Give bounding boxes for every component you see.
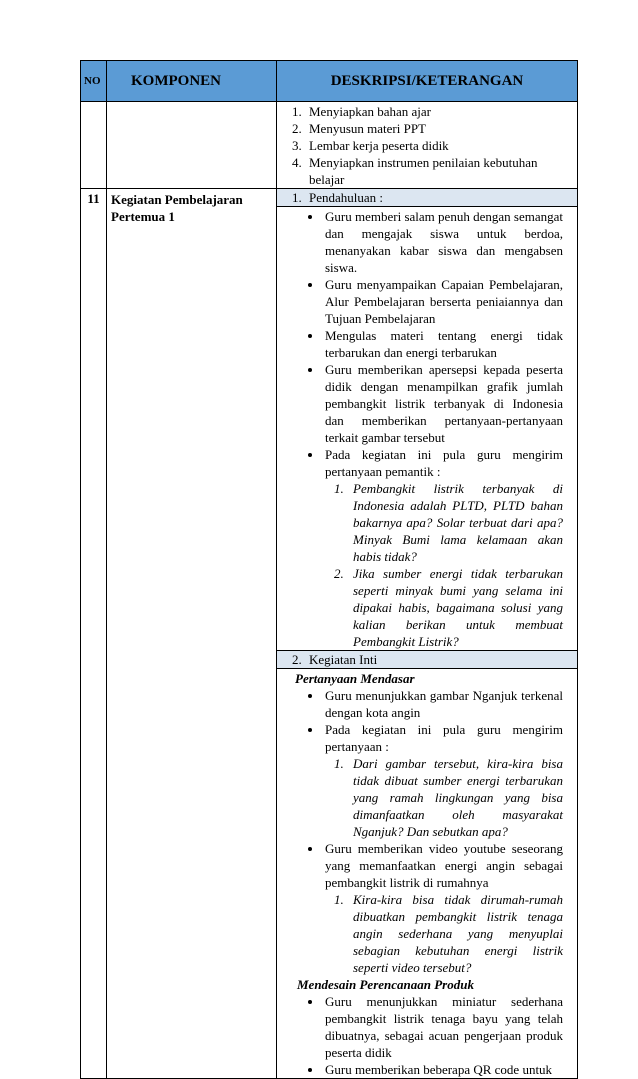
prep-list (283, 103, 563, 188)
pemantik-intro: Pada kegiatan ini pula guru mengirim pertanyaan pemantik : (325, 447, 563, 479)
inti-header-cell (277, 651, 578, 669)
inti-bullet3-text: Guru memberikan video youtube seseorang yang memanfaatkan energi angin sebagai pembangkit listrik di rumahnya (325, 841, 563, 890)
komponen-cell (107, 189, 277, 1079)
prev-desc-cell (277, 102, 578, 189)
pertanyaan-mendasar-title: Pertanyaan Mendasar (295, 671, 415, 686)
list-item: • Guru menyampaikan Capaian Pembelajaran, Alur Pembelajaran berserta peniaiannya dan Tujuan Pembelajaran (323, 276, 563, 327)
list-item: • Guru menunjukkan miniatur sederhana pembangkit listrik tenaga bayu yang telah dibuatnya, sebagai acuan pengerjaan produk peserta didik (323, 993, 563, 1061)
inti-label: 2. Kegiatan Inti (305, 651, 563, 668)
pemantik-questions (325, 480, 563, 650)
list-item: • Guru memberikan apersepsi kepada peserta didik dengan menampilkan grafik jumlah pembangkit listrik terbanyak di Indonesia dan memberikan pertanyaan-pertanyaan terkait gambar tersebut (323, 361, 563, 446)
list-item (323, 446, 563, 650)
list-item: 2. Menyusun materi PPT (305, 120, 563, 137)
list-item: • Mengulas materi tentang energi tidak terbarukan dan energi terbarukan (323, 327, 563, 361)
mendesain-title: Mendesain Perencanaan Produk (297, 977, 474, 992)
list-item: • Guru menunjukkan gambar Nganjuk terkenal dengan kota angin (323, 687, 563, 721)
list-item: 2. Jika sumber energi tidak terbarukan seperti minyak bumi yang selama ini dipakai habis, bagaimana solusi yang kalian berikan untuk membuat Pembangkit Listrik? (347, 565, 563, 650)
list-item: 1. Menyiapkan bahan ajar (305, 103, 563, 120)
table-row-11 (81, 189, 578, 207)
list-item: • Guru memberikan beberapa QR code untuk (323, 1061, 563, 1078)
lesson-plan-table (80, 60, 578, 1079)
header-deskripsi: DESKRIPSI/KETERANGAN (277, 61, 578, 102)
header-no: NO (81, 61, 107, 102)
desain-bullets (283, 993, 563, 1078)
inti-questions-2 (325, 891, 563, 976)
inti-questions-1 (325, 755, 563, 840)
inti-bullet2-text: Pada kegiatan ini pula guru mengirim pertanyaan : (325, 722, 563, 754)
pendahuluan-heading (283, 189, 563, 206)
komponen-line2: Pertemua 1 (111, 209, 175, 224)
prev-komponen-cell (107, 102, 277, 189)
list-item (323, 840, 563, 976)
inti-bullets (283, 687, 563, 976)
komponen-line1: Kegiatan Pembelajaran (111, 192, 243, 207)
table-row-prev (81, 102, 578, 189)
list-item: 1. Pembangkit listrik terbanyak di Indonesia adalah PLTD, PLTD bahan bakarnya apa? Solar terbuat dari apa? Minyak Bumi lama kelamaan akan habis tidak? (347, 480, 563, 565)
pendahuluan-bullets (283, 208, 563, 650)
header-komponen: KOMPONEN (107, 61, 277, 102)
list-item: 3. Lembar kerja peserta didik (305, 137, 563, 154)
pendahuluan-label: 1. Pendahuluan : (305, 189, 563, 206)
list-item: 1. Kira-kira bisa tidak dirumah-rumah dibuatkan pembangkit listrik tenaga angin sederhana yang menyuplai sebagian kebutuhan energi listrik seperti video tersebut? (347, 891, 563, 976)
pendahuluan-header-cell (277, 189, 578, 207)
inti-content-cell (277, 669, 578, 1079)
row-number: 11 (81, 189, 107, 1079)
table-header-row (81, 61, 578, 102)
inti-heading (283, 651, 563, 668)
pendahuluan-content-cell (277, 207, 578, 651)
list-item: 1. Dari gambar tersebut, kira-kira bisa tidak dibuat sumber energi terbarukan yang ramah lingkungan yang bisa dimanfaatkan oleh masyarakat Nganjuk? Dan sebutkan apa? (347, 755, 563, 840)
list-item: • Guru memberi salam penuh dengan semangat dan mengajak siswa untuk berdoa, menanyakan kabar siswa dan mengabsen siswa. (323, 208, 563, 276)
list-item: 4. Menyiapkan instrumen penilaian kebutuhan belajar (305, 154, 563, 188)
list-item (323, 721, 563, 840)
prev-no-cell (81, 102, 107, 189)
